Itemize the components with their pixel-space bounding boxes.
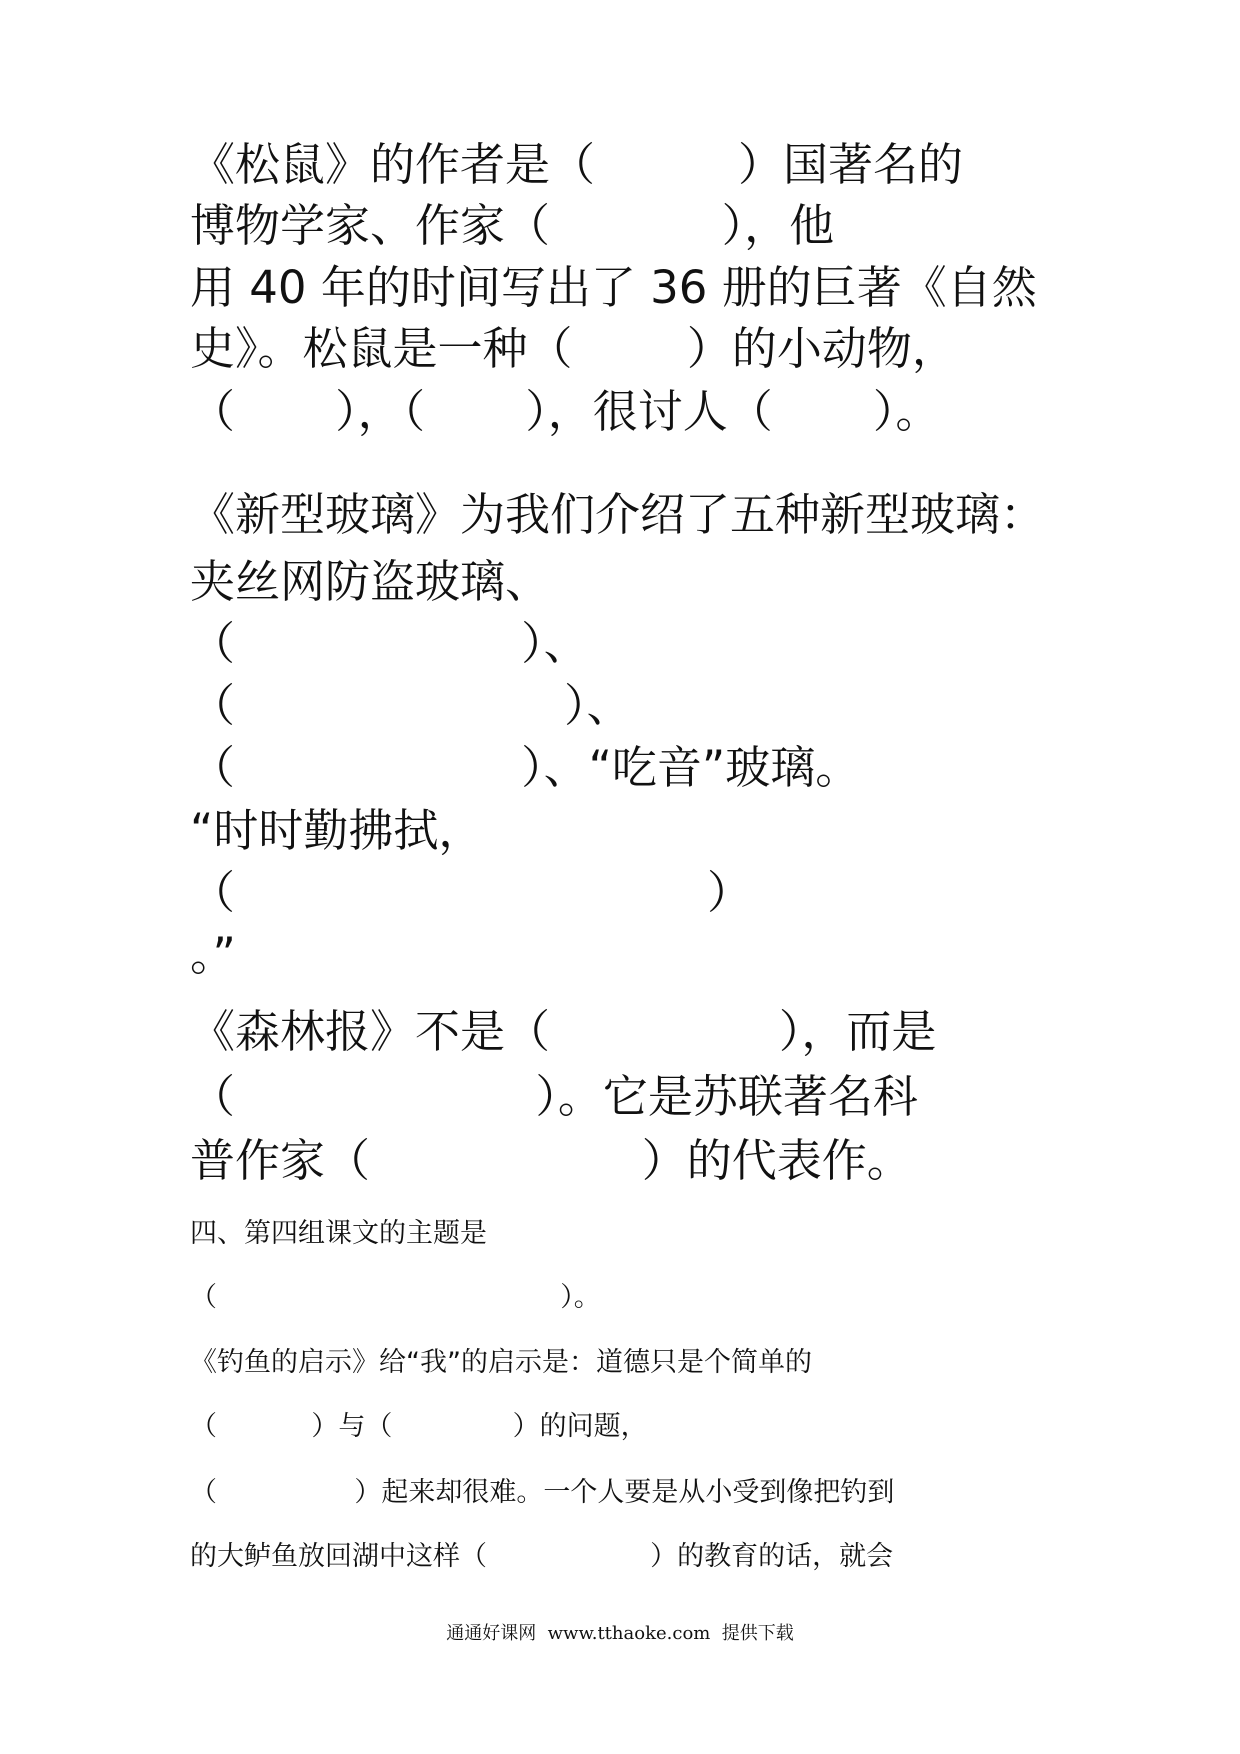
- text-line-13: 。”: [190, 928, 236, 981]
- text-line-4: 史》。松鼠是一种（ ）的小动物，: [190, 322, 957, 375]
- text-line-12: （ ）: [190, 866, 753, 919]
- text-line-22: 的大鲈鱼放回湖中这样（ ）的教育的话，就会: [190, 1541, 894, 1572]
- text-line-2: 博物学家、作家（ ），他: [190, 199, 835, 252]
- text-line-20: （ ）与（ ）的问题，: [190, 1411, 648, 1442]
- footer-credit: 通通好课网 www.tthaoke.com 提供下载: [446, 1623, 794, 1644]
- text-line-21: （ ）起来却很难。一个人要是从小受到像把钓到: [190, 1477, 895, 1508]
- text-line-5: （ ），（ ），很讨人（ ）。: [190, 385, 941, 438]
- text-line-15: （ ）。它是苏联著名科: [190, 1070, 918, 1123]
- section-four-heading: 四、第四组课文的主题是: [190, 1218, 487, 1249]
- text-line-3: 用 40 年的时间写出了 36 册的巨著《自然: [190, 261, 1037, 314]
- text-line-9: （ ）、: [190, 679, 632, 732]
- text-line-1: 《松鼠》的作者是（ ）国著名的: [190, 138, 964, 191]
- text-line-8: （ ）、: [190, 617, 589, 670]
- text-line-19: 《钓鱼的启示》给“我”的启示是：道德只是个简单的: [190, 1347, 812, 1378]
- text-line-10: （ ）、“吃音”玻璃。: [190, 741, 861, 794]
- text-line-11: “时时勤拂拭，: [190, 804, 484, 857]
- text-line-6: 《新型玻璃》为我们介绍了五种新型玻璃：: [190, 488, 1046, 541]
- text-line-18: （ ）。: [190, 1282, 601, 1313]
- text-line-14: 《森林报》不是（ ），而是: [190, 1005, 937, 1058]
- text-line-16: 普作家（ ）的代表作。: [190, 1134, 912, 1187]
- text-line-7: 夹丝网防盗玻璃、: [190, 555, 551, 608]
